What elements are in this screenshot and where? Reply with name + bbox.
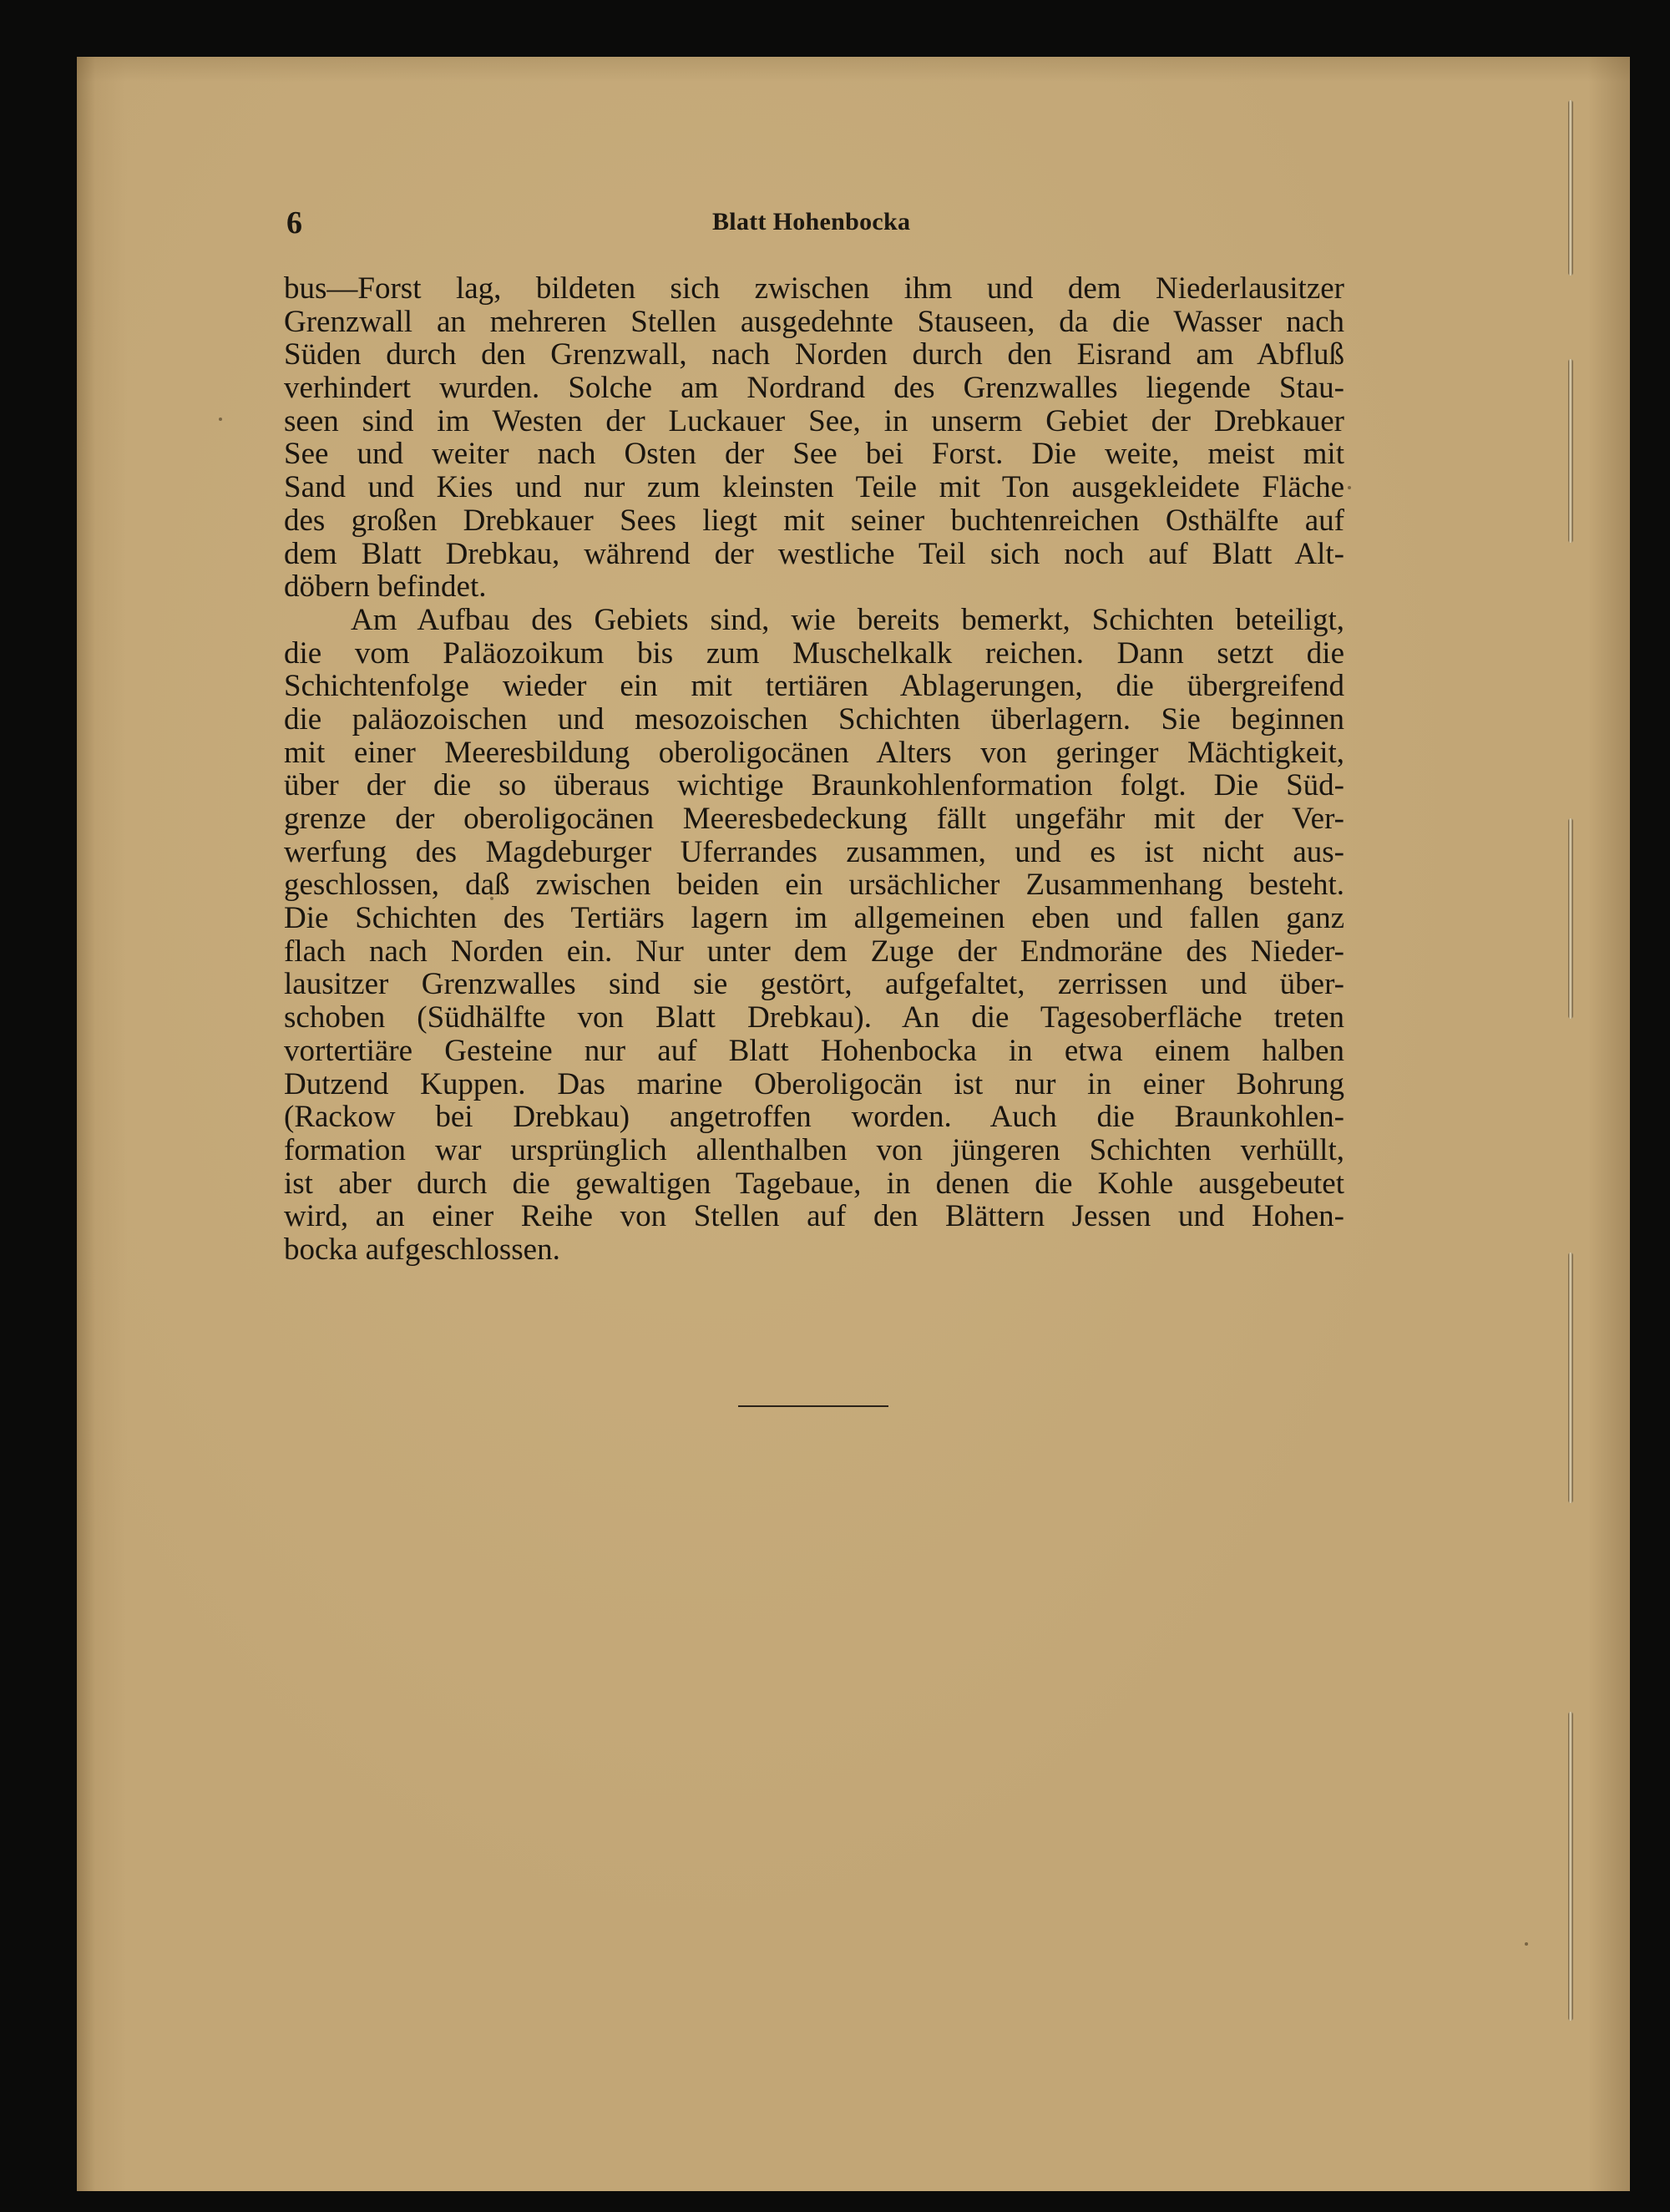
text-line: vortertiäre Gesteine nur auf Blatt Hohenbocka in etwa einem halben xyxy=(284,1033,1344,1068)
text-line: die paläozoischen und mesozoischen Schichten überlagern. Sie beginnen xyxy=(284,701,1344,736)
text-line: Süden durch den Grenzwall, nach Norden durch den Eisrand am Abfluß xyxy=(284,337,1344,372)
text-line: Schichtenfolge wieder ein mit tertiären Ablagerungen, die übergreifend xyxy=(284,669,1344,704)
binding-thread xyxy=(1568,818,1573,1019)
paragraph xyxy=(284,604,1344,1267)
text-line: (Rackow bei Drebkau) angetroffen worden. Auch die Braunkohlen- xyxy=(284,1100,1344,1135)
text-line: bocka aufgeschlossen. xyxy=(284,1232,560,1267)
text-line: verhindert wurden. Solche am Nordrand des Grenzwalles liegende Stau- xyxy=(284,371,1344,406)
text-line: geschlossen, daß zwischen beiden ein ursächlicher Zusammenhang besteht. xyxy=(284,868,1344,903)
text-line: lausitzer Grenzwalles sind sie gestört, aufgefaltet, zerrissen und über- xyxy=(284,967,1344,1002)
binding-thread xyxy=(1568,359,1573,543)
paper-speck xyxy=(1525,1942,1528,1946)
text-line: des großen Drebkauer Sees liegt mit seiner buchtenreichen Osthälfte auf xyxy=(284,503,1344,538)
text-line: bus—Forst lag, bildeten sich zwischen ihm und dem Niederlausitzer xyxy=(284,271,1344,306)
text-line: ist aber durch die gewaltigen Tagebaue, in denen die Kohle ausgebeutet xyxy=(284,1166,1344,1201)
text-line: grenze der oberoligocänen Meeresbedeckung fällt ungefähr mit der Ver- xyxy=(284,802,1344,836)
binding-thread xyxy=(1568,100,1573,276)
binding-thread xyxy=(1568,1712,1573,2021)
text-line: werfung des Magdeburger Uferrandes zusammen, und es ist nicht aus- xyxy=(284,834,1344,869)
paper-speck xyxy=(219,418,222,421)
text-line: See und weiter nach Osten der See bei Forst. Die weite, meist mit xyxy=(284,437,1344,472)
text-line: Sand und Kies und nur zum kleinsten Teile mit Ton ausgekleidete Fläche xyxy=(284,470,1344,505)
page-binding-threads xyxy=(1555,84,1588,2104)
text-line: Die Schichten des Tertiärs lagern im allgemeinen eben und fallen ganz xyxy=(284,901,1344,936)
paragraph xyxy=(284,272,1344,604)
page-number: 6 xyxy=(286,205,302,240)
text-line: Am Aufbau des Gebiets sind, wie bereits bemerkt, Schichten beteiligt, xyxy=(351,602,1344,637)
paper-speck xyxy=(1348,486,1351,489)
text-line: Dutzend Kuppen. Das marine Oberoligocän ist nur in einer Bohrung xyxy=(284,1066,1344,1101)
text-line: flach nach Norden ein. Nur unter dem Zuge der Endmoräne des Nieder- xyxy=(284,934,1344,969)
text-line: döbern befindet. xyxy=(284,569,487,605)
text-line: seen sind im Westen der Luckauer See, in unserm Gebiet der Drebkauer xyxy=(284,403,1344,438)
binding-thread xyxy=(1568,1253,1573,1503)
text-line: wird, an einer Reihe von Stellen auf den Blättern Jessen und Hohen- xyxy=(284,1199,1344,1234)
text-line: über der die so überaus wichtige Braunkohlenformation folgt. Die Süd- xyxy=(284,768,1344,803)
text-line: Grenzwall an mehreren Stellen ausgedehnte Stauseen, da die Wasser nach xyxy=(284,304,1344,339)
body-text xyxy=(284,272,1344,1267)
running-title: Blatt Hohenbocka xyxy=(712,208,911,235)
section-end-rule xyxy=(738,1405,888,1407)
text-line: die vom Paläozoikum bis zum Muschelkalk reichen. Dann setzt die xyxy=(284,635,1344,671)
text-line: formation war ursprünglich allenthalben von jüngeren Schichten verhüllt, xyxy=(284,1132,1344,1167)
text-line: mit einer Meeresbildung oberoligocänen Alters von geringer Mächtigkeit, xyxy=(284,735,1344,770)
text-line: dem Blatt Drebkau, während der westliche Teil sich noch auf Blatt Alt- xyxy=(284,536,1344,571)
text-line: schoben (Südhälfte von Blatt Drebkau). An die Tagesoberfläche treten xyxy=(284,1000,1344,1035)
page-header xyxy=(286,205,1339,241)
